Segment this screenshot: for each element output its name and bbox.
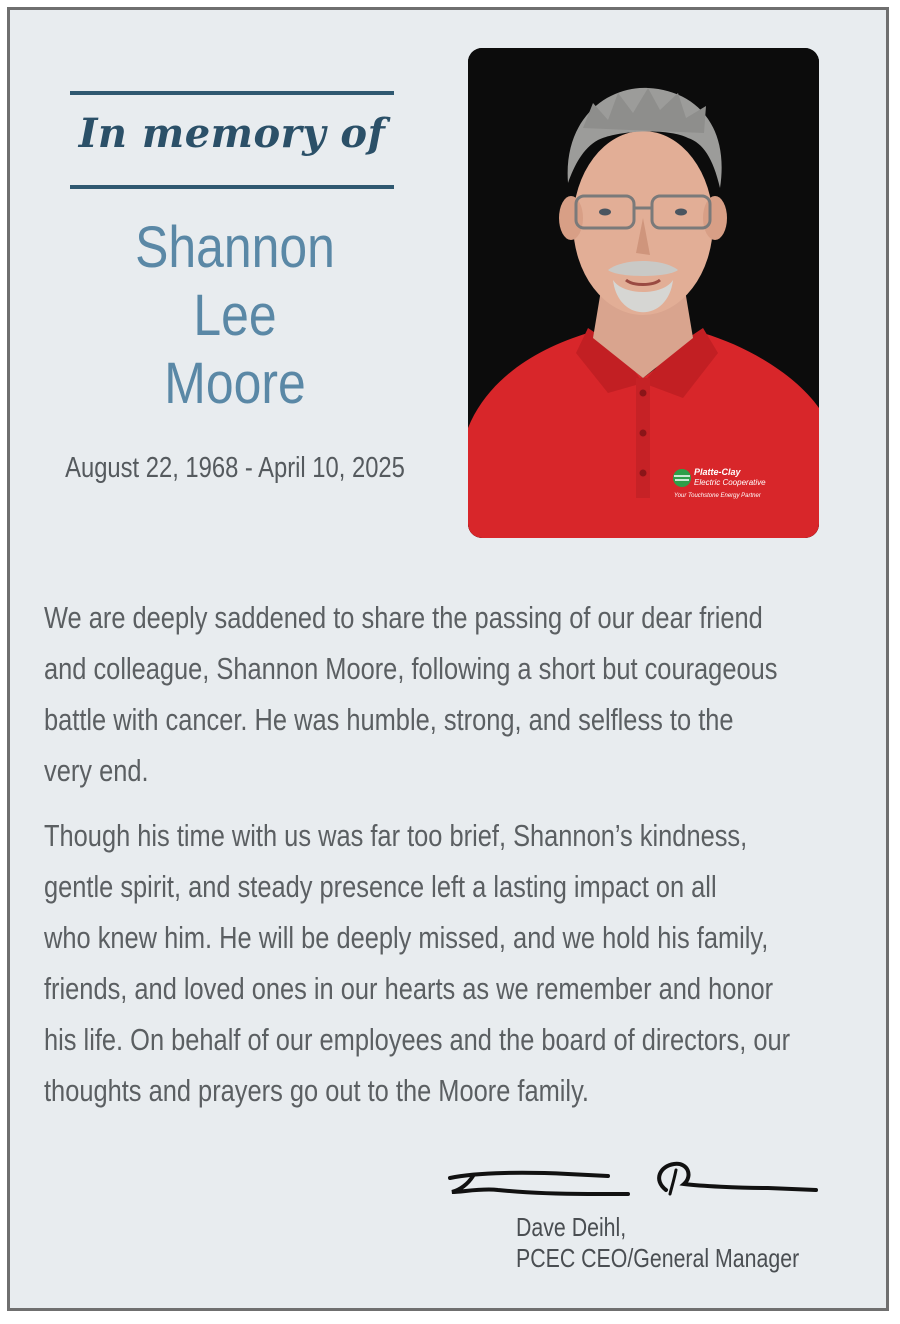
text-line: gentle spirit, and steady presence left a lasting impact on all <box>44 869 717 904</box>
handwritten-signature <box>438 1150 818 1210</box>
middle-name: Lee <box>193 283 277 348</box>
text-line: who knew him. He will be deeply missed, and we hold his family, <box>44 920 769 955</box>
deceased-name <box>67 214 402 418</box>
tribute-paragraph-2 <box>44 810 864 1116</box>
logo-tagline: Your Touchstone Energy Partner <box>674 493 761 499</box>
text-line: Though his time with us was far too brief, Shannon’s kindness, <box>44 818 748 853</box>
tribute-text <box>44 592 791 1130</box>
text-line: his life. On behalf of our employees and the board of directors, our <box>44 1022 791 1057</box>
signer-block <box>516 1212 811 1274</box>
logo-name-line1: Platte-Clay <box>694 467 741 477</box>
signer-title: PCEC CEO/General Manager <box>516 1243 800 1273</box>
logo-name-line2: Electric Cooperative <box>694 478 766 487</box>
last-name: Moore <box>164 351 306 416</box>
heading-top-rule <box>70 91 394 95</box>
text-line: We are deeply saddened to share the passing of our dear friend <box>44 600 763 635</box>
signer-name: Dave Deihl, <box>516 1212 627 1242</box>
text-line: battle with cancer. He was humble, strong, and selfless to the <box>44 702 734 737</box>
text-line: thoughts and prayers go out to the Moore family. <box>44 1073 589 1108</box>
text-line: and colleague, Shannon Moore, following a short but courageous <box>44 651 778 686</box>
life-dates: August 22, 1968 - April 10, 2025 <box>65 452 405 484</box>
in-memory-heading: In memory of <box>78 110 386 157</box>
first-name: Shannon <box>135 215 335 280</box>
portrait-photo <box>468 48 819 538</box>
text-line: friends, and loved ones in our hearts as we remember and honor <box>44 971 774 1006</box>
tribute-paragraph-1 <box>44 592 864 796</box>
text-line: very end. <box>44 753 149 788</box>
portrait-illustration <box>468 48 819 538</box>
heading-bottom-rule <box>70 185 394 189</box>
